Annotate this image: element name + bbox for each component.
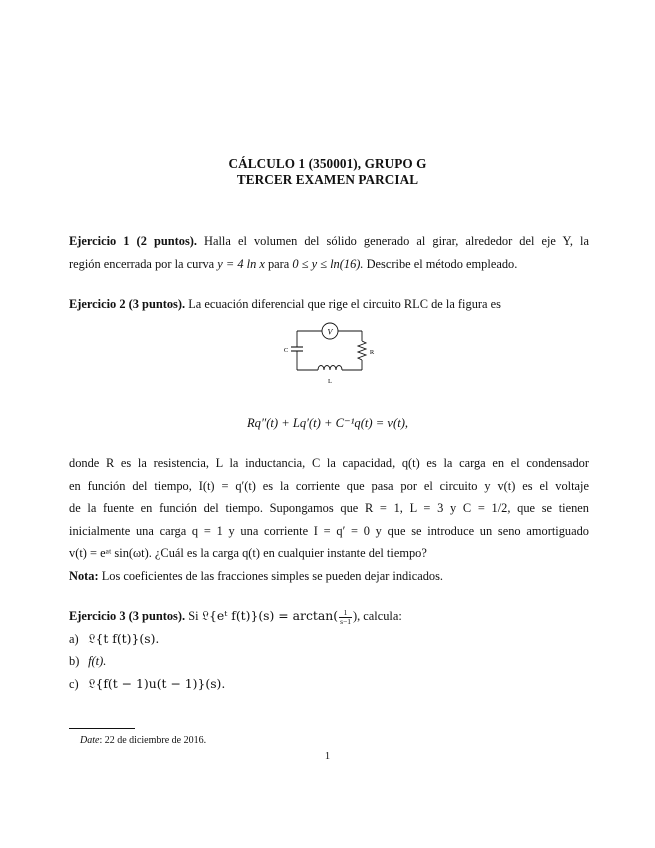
item-label: c): [69, 676, 79, 691]
ejercicio-3-heading: Ejercicio 3 (3 puntos).: [69, 609, 186, 623]
footnote-rule: [69, 728, 135, 729]
rlc-circuit-diagram: [280, 320, 380, 386]
ejercicio-1: [69, 230, 589, 275]
ejercicio-2-line4: inicialmente una carga q = 1 y una corriente I = q′ = 0 y que se introduce un seno amortiguado: [69, 523, 589, 538]
ejercicio-3-transform: 𝔏{eᵗ f(t)}(s) = arctan(: [201, 608, 339, 623]
ejercicio-2-line2: en función del tiempo, I(t) = q′(t) es la corriente que pasa por el circuito y v(t) es el voltaje: [69, 478, 589, 493]
differential-equation: [0, 415, 655, 431]
nota-label: Nota:: [69, 568, 99, 583]
ejercicio-2-line5: v(t) = eᵃᵗ sin(ωt). ¿Cuál es la carga q(t) en cualquier instante del tiempo?: [69, 546, 427, 560]
voltmeter-label: V: [327, 327, 333, 337]
item-text: f(t).: [88, 654, 107, 668]
ejercicio-2-body: [69, 452, 589, 587]
exam-title-line2: TERCER EXAMEN PARCIAL: [236, 172, 419, 187]
ejercicio-3: [69, 605, 589, 695]
fraction-denominator: s−1: [340, 616, 351, 626]
ejercicio-1-text-d: Describe el método empleado.: [366, 256, 518, 271]
resistor-icon: [358, 341, 366, 360]
ejercicio-3-item-c: [69, 673, 589, 696]
nota-text: Los coeficientes de las fracciones simples se pueden dejar indicados.: [101, 568, 444, 583]
capacitor-label: C: [283, 347, 289, 354]
ejercicio-1-range: 0 ≤ y ≤ ln(16).: [292, 256, 364, 271]
ejercicio-1-heading: Ejercicio 1 (2 puntos).: [69, 234, 197, 248]
ejercicio-1-text-c: para: [267, 256, 290, 271]
inductor-label: L: [328, 378, 332, 385]
ejercicio-1-text-a: Halla el volumen del sólido generado al girar, alrededor del eje Y, la: [204, 234, 589, 248]
footnote-label: Date: [80, 735, 100, 746]
equation-text: Rq″(t) + Lq′(t) + C⁻¹q(t) = v(t),: [246, 416, 409, 430]
item-label: a): [69, 631, 79, 646]
resistor-label: R: [369, 349, 375, 356]
ejercicio-3-item-a: [69, 628, 589, 651]
exam-title-line1: CÁLCULO 1 (350001), GRUPO G: [228, 156, 427, 171]
ejercicio-3-item-b: [69, 650, 589, 673]
item-text: 𝔏{f(t − 1)u(t − 1)}(s).: [88, 675, 226, 691]
ejercicio-1-curve: y = 4 ln x: [217, 256, 265, 271]
ejercicio-2-line3: de la fuente en función del tiempo. Supongamos que R = 1, L = 3 y C = 1/2, que se tienen: [69, 501, 589, 515]
item-label: b): [69, 654, 80, 668]
ejercicio-1-text-b: región encerrada por la curva: [69, 256, 215, 271]
ejercicio-2-heading: Ejercicio 2 (3 puntos).: [69, 297, 186, 311]
fraction-numerator: 1: [339, 609, 352, 618]
ejercicio-3-intro-b: ), calcula:: [352, 609, 402, 623]
ejercicio-3-fraction: [339, 609, 352, 626]
footnote-text: : 22 de diciembre de 2016.: [99, 735, 207, 746]
item-text: 𝔏{t f(t)}(s).: [88, 630, 160, 646]
ejercicio-3-intro-a: Si: [188, 609, 199, 623]
ejercicio-2-intro-text: La ecuación diferencial que rige el circuito RLC de la figura es: [188, 297, 501, 311]
inductor-icon: [318, 366, 342, 371]
page-number: 1: [324, 751, 331, 762]
ejercicio-2-intro: [69, 293, 589, 316]
footnote: [80, 735, 206, 746]
ejercicio-2-line1: donde R es la resistencia, L la inductancia, C la capacidad, q(t) es la carga en el condensador: [69, 456, 589, 470]
